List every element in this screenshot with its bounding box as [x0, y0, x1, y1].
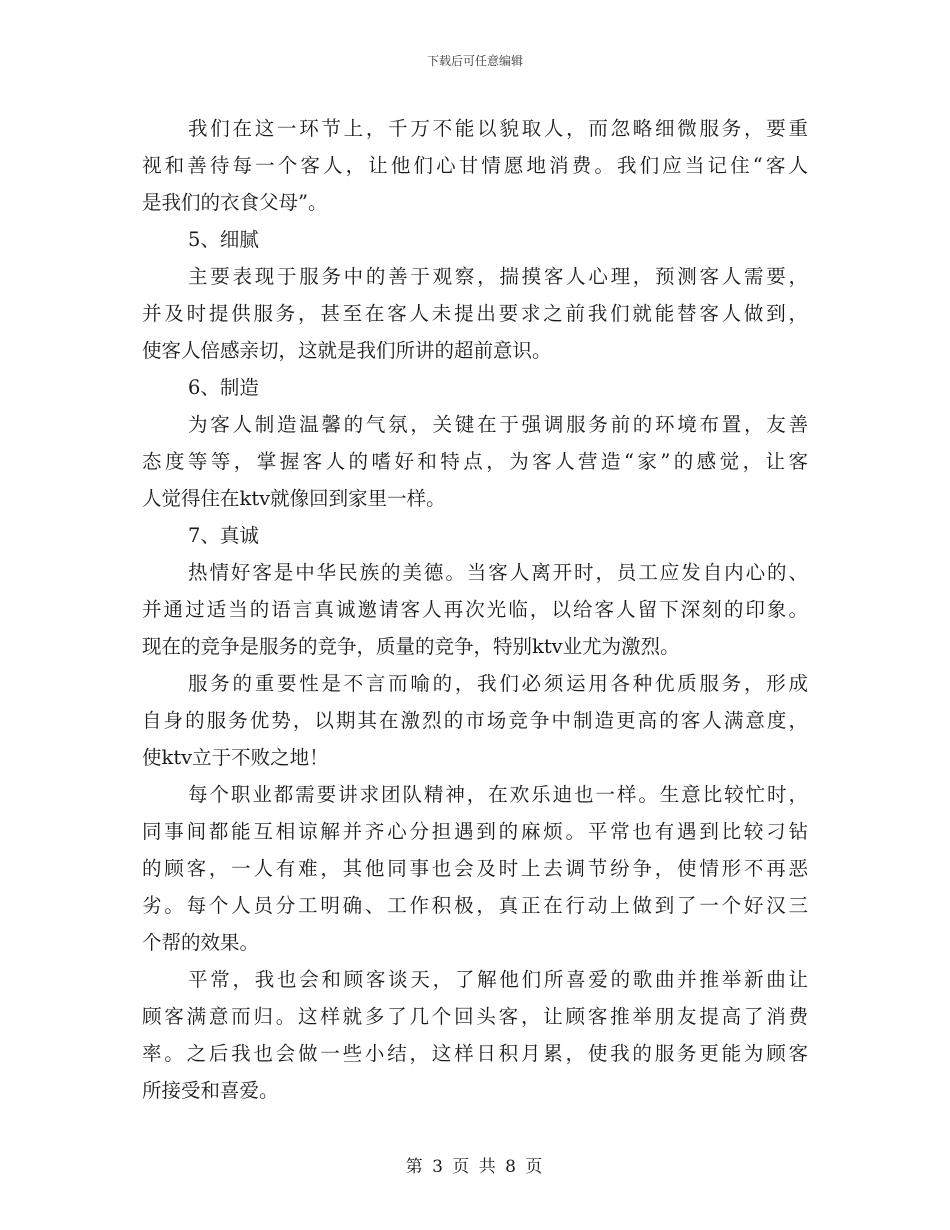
body-text-line: 主要表现于服务中的善于观察，揣摸客人心理，预测客人需要，: [188, 265, 808, 288]
body-text-line: 我们在这一环节上，千万不能以貌取人，而忽略细微服务，要重: [188, 117, 808, 140]
page-number-footer: 第 3 页 共 8 页: [405, 1157, 545, 1177]
body-text-line: 并通过适当的语言真诚邀请客人再次光临，以给客人留下深刻的印象。: [142, 598, 808, 621]
body-text-line: 视和善待每一个客人，让他们心甘情愿地消费。我们应当记住“客人: [142, 154, 808, 177]
body-text-line: 7、真诚: [188, 524, 259, 547]
body-text-line: 每个职业都需要讲求团队精神，在欢乐迪也一样。生意比较忙时，: [188, 783, 808, 806]
body-text-line: 现在的竞争是服务的竞争，质量的竞争，特别ktv业尤为激烈。: [142, 635, 680, 658]
body-text-line: 态度等等，掌握客人的嗜好和特点，为客人营造“家”的感觉，让客: [142, 450, 808, 473]
body-text-line: 平常，我也会和顾客谈天，了解他们所喜爱的歌曲并推举新曲让: [188, 968, 808, 991]
body-text-line: 6、制造: [188, 376, 259, 399]
body-text-line: 顾客满意而归。这样就多了几个回头客，让顾客推举朋友提高了消费: [142, 1005, 808, 1028]
body-text-line: 人觉得住在ktv就像回到家里一样。: [142, 487, 446, 510]
body-text-line: 劣。每个人员分工明确、工作积极，真正在行动上做到了一个好汉三: [142, 894, 808, 917]
body-text-line: 所接受和喜爱。: [142, 1079, 279, 1102]
body-text-line: 同事间都能互相谅解并齐心分担遇到的麻烦。平常也有遇到比较刁钻: [142, 820, 808, 843]
body-text-line: 热情好客是中华民族的美德。当客人离开时，员工应发自内心的、: [188, 561, 808, 584]
body-text-line: 是我们的衣食父母”。: [142, 191, 328, 214]
body-text-line: 使客人倍感亲切，这就是我们所讲的超前意识。: [142, 339, 552, 362]
body-text-line: 率。之后我也会做一些小结，这样日积月累，使我的服务更能为顾客: [142, 1042, 808, 1065]
body-text-line: 服务的重要性是不言而喻的，我们必须运用各种优质服务，形成: [188, 672, 808, 695]
page-header-note: 下载后可任意编辑: [426, 54, 523, 68]
body-text-line: 5、细腻: [188, 228, 259, 251]
body-text-line: 并及时提供服务，甚至在客人未提出要求之前我们就能替客人做到，: [142, 302, 808, 325]
body-text-line: 使ktv立于不败之地！: [142, 746, 329, 769]
document-body: [142, 110, 808, 1109]
body-text-line: 的顾客，一人有难，其他同事也会及时上去调节纷争，使情形不再恶: [142, 857, 808, 880]
body-text-line: 个帮的效果。: [142, 931, 260, 954]
body-text-line: 为客人制造温馨的气氛，关键在于强调服务前的环境布置，友善: [188, 413, 808, 436]
body-text-line: 自身的服务优势，以期其在激烈的市场竞争中制造更高的客人满意度，: [142, 709, 808, 732]
